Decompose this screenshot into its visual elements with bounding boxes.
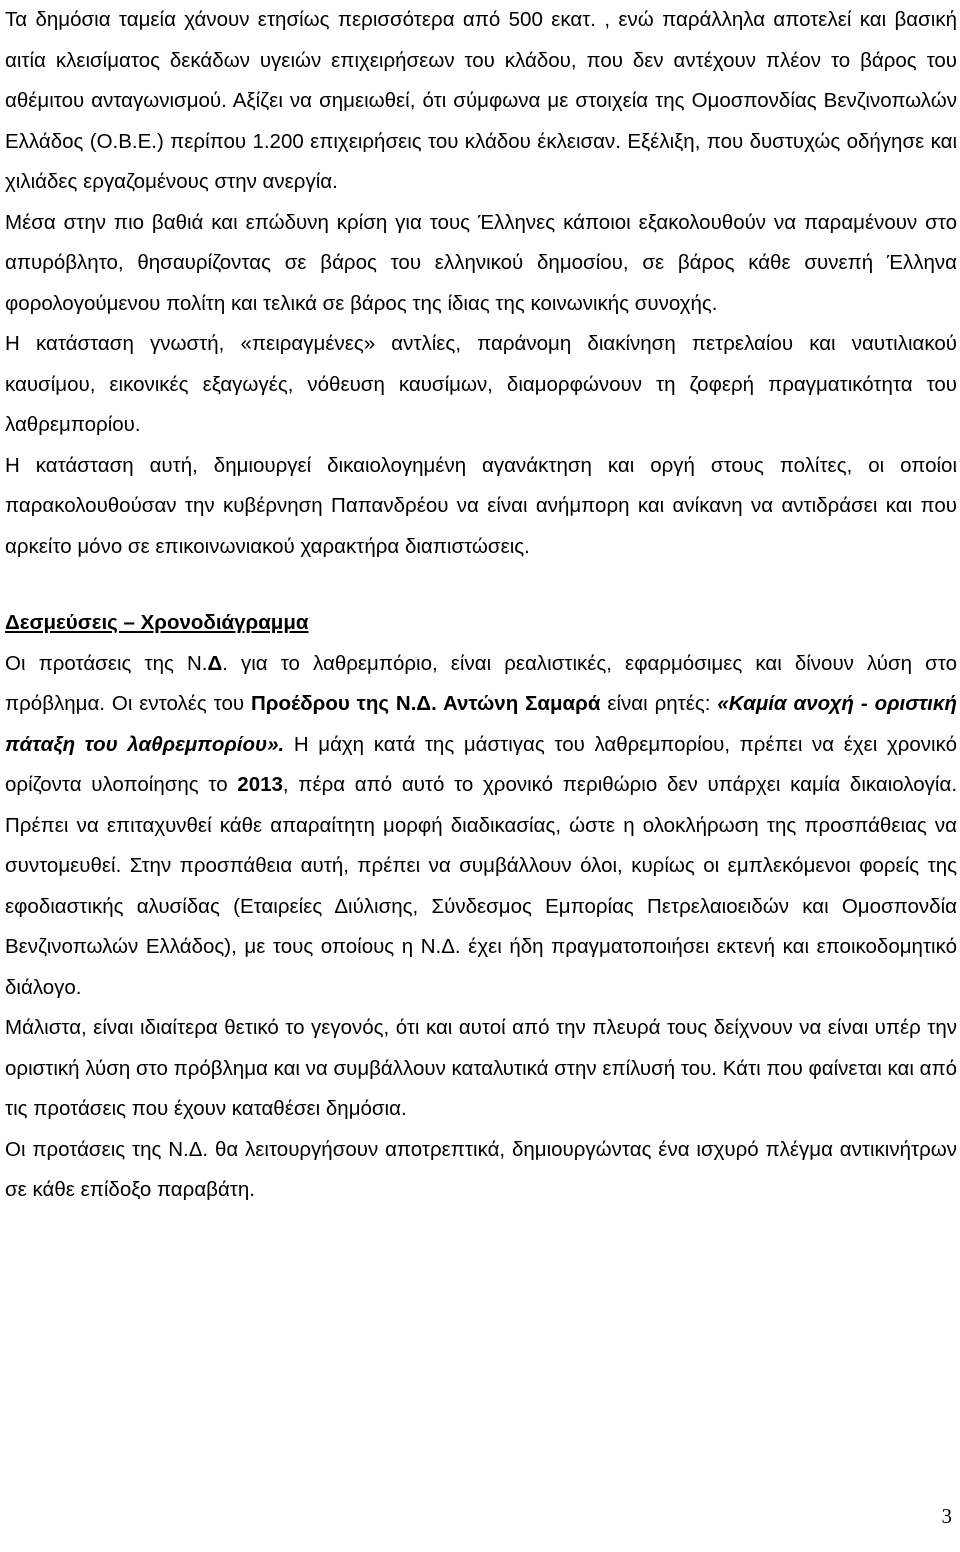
delta-letter: Δ (207, 651, 223, 675)
slogan-quote: «Καμία ανοχή - οριστική πάταξη του λαθρεμπορίου». (5, 692, 957, 756)
paragraph-indignation: Η κατάσταση αυτή, δημιουργεί δικαιολογημένη αγανάκτηση και οργή στους πολίτες, οι οποίοι παρακολουθούσαν την κυβέρνηση Παπανδρέου να είναι ανήμπορη και ανίκανη να αντιδράσει και που αρκείτο μόνο σε επικοινωνιακού χαρακτήρα διαπιστώσεις. (5, 453, 957, 558)
text-run: είναι ρητές: (600, 692, 718, 715)
paragraph-nd-proposals (5, 644, 957, 1009)
paragraph-public-revenue-loss: Τα δημόσια ταμεία χάνουν ετησίως περισσότερα από 500 εκατ. , ενώ παράλληλα αποτελεί και βασική αιτία κλεισίματος δεκάδων υγειών επιχειρήσεων του κλάδου, που δεν αντέχουν πλέον το βάρος του αθέμιτου ανταγωνισμού. Αξίζει να σημειωθεί, ότι σύμφωνα με στοιχεία της Ομοσπονδίας Βενζινοπωλών Ελλάδος (Ο.Β.Ε.) περίπου 1.200 επιχειρήσεις του κλάδου έκλεισαν. Εξέλιξη, που δυστυχώς οδήγησε και χιλιάδες εργαζομένους στην ανεργία. (5, 8, 957, 193)
text-run: Οι προτάσεις της Ν. (5, 651, 208, 675)
text-run: , πέρα από αυτό το χρονικό περιθώριο δεν υπάρχει καμία δικαιολογία. Πρέπει να επιταχυνθεί κάθε απαραίτητη μορφή διαδικασίας, ώστε η ολοκλήρωση της προσπάθειας να συντομευθεί. Στην προσπάθεια αυτή, πρέπει να συμβάλλουν όλοι, κυρίως οι εμπλεκόμενοι φορείς της εφοδιαστικής αλυσίδας (Εταιρείες Διύλισης, Σύνδεσμος Εμπορίας Πετρελαιοειδών και Ομοσπονδία Βενζινοπωλών Ελλάδος), με τους οποίους η Ν.Δ. έχει ήδη πραγματοποιήσει εκτενή και εποικοδομητικό διάλογο. (5, 773, 958, 999)
document-page (5, 0, 957, 1211)
target-year: 2013 (237, 773, 283, 796)
paragraph-situation-known: Η κατάσταση γνωστή, «πειραγμένες» αντλίες, παράνομη διακίνηση πετρελαίου και ναυτιλιακού καυσίμου, εικονικές εξαγωγές, νόθευση καυσίμων, διαμορφώνουν τη ζοφερή πραγματικότητα του λαθρεμπορίου. (5, 332, 957, 436)
text-run: Η μάχη κατά της μάστιγας του λαθρεμπορίου, πρέπει να έχει χρονικό ορίζοντα υλοποίησης το (5, 732, 958, 796)
text-run: . για το λαθρεμπόριο, είναι ρεαλιστικές, εφαρμόσιμες και δίνουν λύση στο πρόβλημα. Οι εντολές του (5, 651, 957, 715)
page-number: 3 (941, 1504, 952, 1528)
paragraph-positive-fact: Μάλιστα, είναι ιδιαίτερα θετικό το γεγονός, ότι και αυτοί από την πλευρά τους δείχνουν να είναι υπέρ την οριστική λύση στο πρόβλημα και να συμβάλλουν καταλυτικά στην επίλυσή του. Κάτι που φαίνεται και από τις προτάσεις που έχουν καταθέσει δημόσια. (5, 1016, 957, 1120)
section-heading-commitments: Δεσμεύσεις – Χρονοδιάγραμμα (5, 611, 309, 634)
paragraph-deterrent: Οι προτάσεις της Ν.Δ. θα λειτουργήσουν αποτρεπτικά, δημιουργώντας ένα ισχυρό πλέγμα αντικινήτρων σε κάθε επίδοξο παραβάτη. (5, 1137, 957, 1201)
paragraph-crisis: Μέσα στην πιο βαθιά και επώδυνη κρίση για τους Έλληνες κάποιοι εξακολουθούν να παραμένουν στο απυρόβλητο, θησαυρίζοντας σε βάρος του ελληνικού δημοσίου, σε βάρος κάθε συνεπή Έλληνα φορολογούμενου πολίτη και τελικά σε βάρος της ίδιας της κοινωνικής συνοχής. (5, 210, 957, 315)
president-name: Προέδρου της Ν.Δ. Αντώνη Σαμαρά (250, 692, 601, 715)
